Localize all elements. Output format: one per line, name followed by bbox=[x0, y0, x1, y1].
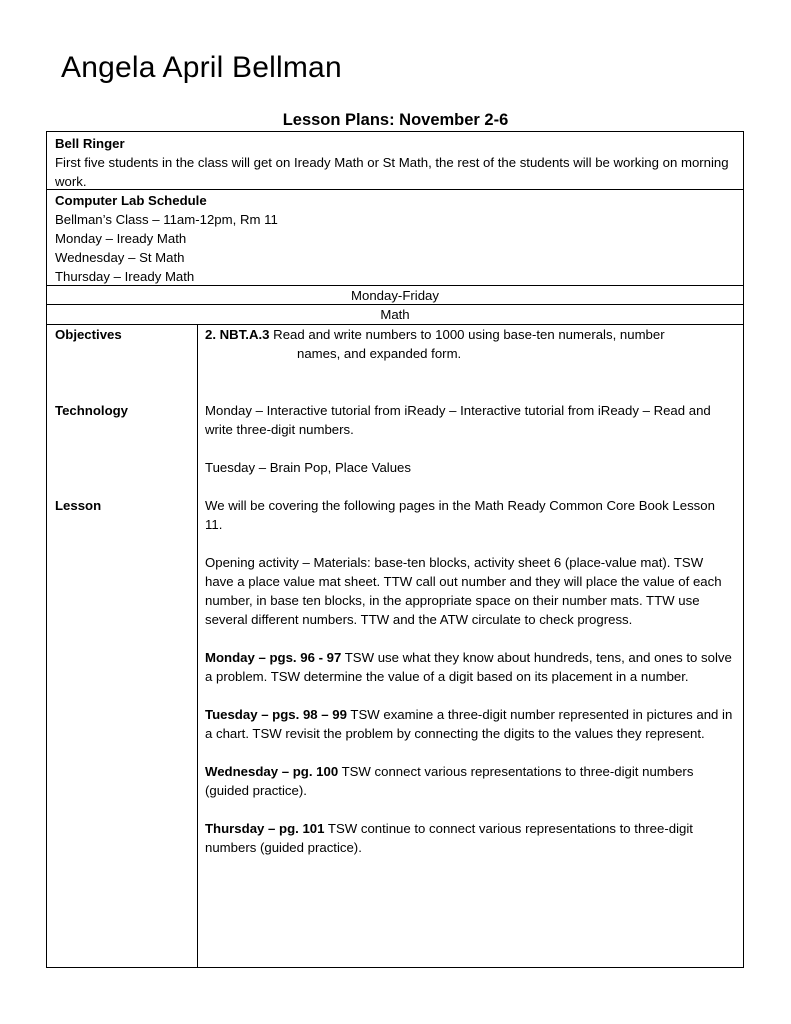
column-divider bbox=[197, 324, 198, 967]
objectives-standard-code: 2. NBT.A.3 bbox=[205, 327, 270, 342]
lesson-day-lead: Monday – pgs. 96 - 97 bbox=[205, 650, 342, 665]
objectives-label: Objectives bbox=[55, 327, 122, 342]
objectives-text: Read and write numbers to 1000 using base-ten numerals, number bbox=[269, 327, 665, 342]
lesson-day-lead: Tuesday – pgs. 98 – 99 bbox=[205, 707, 347, 722]
lesson-day-text: TSW continue to connect various representations to three-digit numbers (guided practice). bbox=[205, 821, 693, 855]
lesson-day-thursday bbox=[205, 819, 735, 857]
lesson-day-tuesday bbox=[205, 705, 735, 743]
computer-lab-line: Bellman’s Class – 11am-12pm, Rm 11 bbox=[55, 212, 278, 227]
lesson-day-text: TSW connect various representations to three-digit numbers (guided practice). bbox=[205, 764, 694, 798]
lesson-day-text: TSW examine a three-digit number represented in pictures and in a chart. TSW revisit the problem by connecting the digits to the values they represent. bbox=[205, 707, 733, 741]
bell-ringer-cell bbox=[47, 132, 743, 191]
computer-lab-line: Monday – Iready Math bbox=[55, 231, 187, 246]
computer-lab-line: Thursday – Iready Math bbox=[55, 269, 195, 284]
lesson-day-text: TSW use what they know about hundreds, tens, and ones to solve a problem. TSW determine the value of a digit based on its placement in a number. bbox=[205, 650, 732, 684]
bell-ringer-heading: Bell Ringer bbox=[55, 136, 125, 151]
lesson-day-lead: Thursday – pg. 101 bbox=[205, 821, 325, 836]
days-header: Monday-Friday bbox=[351, 288, 439, 303]
computer-lab-cell bbox=[47, 189, 743, 286]
lesson-label: Lesson bbox=[55, 498, 102, 513]
technology-monday: Monday – Interactive tutorial from iReady – Interactive tutorial from iReady – Read and write three-digit numbers. bbox=[205, 403, 711, 437]
subject-header: Math bbox=[380, 307, 410, 322]
objectives-text-continued: names, and expanded form. bbox=[297, 346, 462, 361]
technology-tuesday: Tuesday – Brain Pop, Place Values bbox=[205, 460, 411, 475]
computer-lab-heading: Computer Lab Schedule bbox=[55, 193, 207, 208]
lesson-plan-table bbox=[46, 131, 744, 968]
computer-lab-line: Wednesday – St Math bbox=[55, 250, 185, 265]
objectives-content bbox=[205, 325, 735, 363]
technology-content bbox=[205, 401, 735, 477]
technology-label: Technology bbox=[55, 403, 129, 418]
lesson-day-monday bbox=[205, 648, 735, 686]
bell-ringer-text: First five students in the class will get on Iready Math or St Math, the rest of the students will be working on morning work. bbox=[55, 155, 729, 189]
page-title: Lesson Plans: November 2-6 bbox=[282, 111, 509, 129]
lesson-intro: We will be covering the following pages in the Math Ready Common Core Book Lesson 11. bbox=[205, 498, 715, 532]
lesson-day-wednesday bbox=[205, 762, 735, 800]
lesson-opening-activity: Opening activity – Materials: base-ten blocks, activity sheet 6 (place-value mat). TSW have a place value mat sheet. TTW call out number and they will place the value of each number, in base ten blocks, in the appropriate space on their number mats. TTW use several different numbers. TTW and the ATW circulate to check progress. bbox=[205, 555, 722, 627]
lesson-content bbox=[205, 496, 735, 857]
author-name: Angela April Bellman bbox=[61, 51, 342, 84]
lesson-day-lead: Wednesday – pg. 100 bbox=[205, 764, 339, 779]
